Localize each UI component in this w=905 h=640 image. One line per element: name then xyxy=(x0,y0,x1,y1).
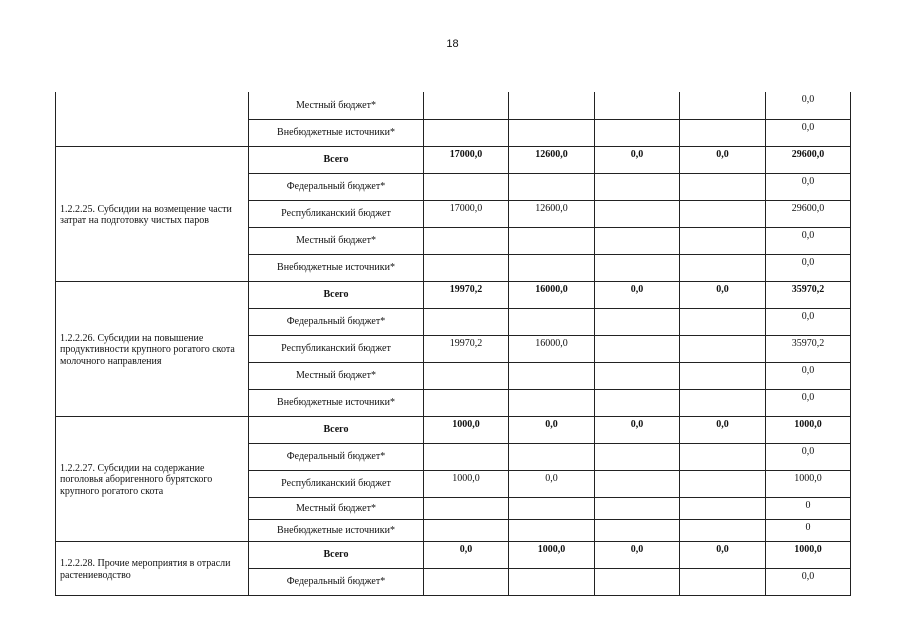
value-cell xyxy=(424,308,509,335)
value-cell: 1000,0 xyxy=(424,470,509,497)
value-cell: 17000,0 xyxy=(424,200,509,227)
value-cell: 0,0 xyxy=(595,416,680,443)
value-cell xyxy=(680,227,766,254)
table-row xyxy=(56,146,851,173)
source-cell: Внебюджетные источники* xyxy=(249,519,424,541)
value-cell xyxy=(595,173,680,200)
value-cell xyxy=(595,227,680,254)
value-cell: 0,0 xyxy=(595,541,680,568)
value-cell xyxy=(509,362,595,389)
total-cell: 0,0 xyxy=(766,443,851,470)
total-cell: 0,0 xyxy=(766,92,851,119)
source-cell: Всего xyxy=(249,541,424,568)
value-cell xyxy=(595,362,680,389)
total-cell: 0,0 xyxy=(766,308,851,335)
value-cell xyxy=(680,443,766,470)
total-cell: 29600,0 xyxy=(766,146,851,173)
value-cell xyxy=(424,568,509,595)
value-cell: 19970,2 xyxy=(424,335,509,362)
value-cell: 0,0 xyxy=(680,541,766,568)
budget-table xyxy=(55,92,851,596)
source-cell: Внебюджетные источники* xyxy=(249,389,424,416)
table-row xyxy=(56,541,851,568)
total-cell: 1000,0 xyxy=(766,470,851,497)
value-cell xyxy=(424,389,509,416)
value-cell xyxy=(595,254,680,281)
total-cell: 0,0 xyxy=(766,568,851,595)
value-cell xyxy=(424,519,509,541)
value-cell xyxy=(424,497,509,519)
source-cell: Республиканский бюджет xyxy=(249,335,424,362)
value-cell: 16000,0 xyxy=(509,281,595,308)
value-cell: 16000,0 xyxy=(509,335,595,362)
value-cell xyxy=(595,119,680,146)
total-cell: 35970,2 xyxy=(766,281,851,308)
page-number: 18 xyxy=(446,38,459,50)
value-cell xyxy=(595,200,680,227)
value-cell: 0,0 xyxy=(595,281,680,308)
value-cell xyxy=(595,389,680,416)
value-cell xyxy=(595,497,680,519)
value-cell xyxy=(680,254,766,281)
value-cell xyxy=(595,443,680,470)
source-cell: Внебюджетные источники* xyxy=(249,254,424,281)
value-cell xyxy=(424,227,509,254)
value-cell xyxy=(680,362,766,389)
value-cell xyxy=(509,308,595,335)
table-row xyxy=(56,416,851,443)
source-cell: Внебюджетные источники* xyxy=(249,119,424,146)
value-cell: 0,0 xyxy=(509,470,595,497)
value-cell xyxy=(680,119,766,146)
value-cell: 12600,0 xyxy=(509,146,595,173)
value-cell xyxy=(509,389,595,416)
value-cell: 17000,0 xyxy=(424,146,509,173)
source-cell: Всего xyxy=(249,416,424,443)
value-cell: 12600,0 xyxy=(509,200,595,227)
value-cell xyxy=(680,308,766,335)
table-row xyxy=(56,281,851,308)
source-cell: Всего xyxy=(249,146,424,173)
value-cell xyxy=(595,470,680,497)
value-cell: 19970,2 xyxy=(424,281,509,308)
value-cell xyxy=(509,254,595,281)
value-cell xyxy=(509,519,595,541)
measure-cell xyxy=(56,92,249,146)
value-cell xyxy=(509,497,595,519)
source-cell: Местный бюджет* xyxy=(249,497,424,519)
measure-cell: 1.2.2.27. Субсидии на содержание поголовья аборигенного бурятского крупного рогатого скота xyxy=(56,416,249,541)
source-cell: Местный бюджет* xyxy=(249,92,424,119)
value-cell: 0,0 xyxy=(424,541,509,568)
value-cell xyxy=(424,173,509,200)
value-cell xyxy=(680,92,766,119)
value-cell: 0,0 xyxy=(509,416,595,443)
table-row xyxy=(56,92,851,119)
value-cell xyxy=(595,92,680,119)
total-cell: 0,0 xyxy=(766,173,851,200)
total-cell: 0,0 xyxy=(766,362,851,389)
total-cell: 35970,2 xyxy=(766,335,851,362)
value-cell xyxy=(680,335,766,362)
value-cell xyxy=(680,519,766,541)
value-cell xyxy=(595,568,680,595)
total-cell: 1000,0 xyxy=(766,416,851,443)
value-cell: 0,0 xyxy=(680,281,766,308)
total-cell: 0,0 xyxy=(766,227,851,254)
value-cell xyxy=(509,92,595,119)
value-cell xyxy=(680,389,766,416)
value-cell xyxy=(509,173,595,200)
source-cell: Федеральный бюджет* xyxy=(249,568,424,595)
value-cell xyxy=(595,335,680,362)
value-cell xyxy=(680,173,766,200)
source-cell: Федеральный бюджет* xyxy=(249,173,424,200)
total-cell: 0 xyxy=(766,519,851,541)
measure-cell: 1.2.2.28. Прочие мероприятия в отрасли растениеводство xyxy=(56,541,249,595)
value-cell xyxy=(595,308,680,335)
source-cell: Местный бюджет* xyxy=(249,227,424,254)
value-cell xyxy=(595,519,680,541)
total-cell: 29600,0 xyxy=(766,200,851,227)
value-cell xyxy=(424,254,509,281)
value-cell xyxy=(509,443,595,470)
value-cell xyxy=(424,443,509,470)
value-cell xyxy=(509,227,595,254)
value-cell xyxy=(509,119,595,146)
value-cell xyxy=(509,568,595,595)
measure-cell: 1.2.2.26. Субсидии на повышение продуктивности крупного рогатого скота молочного направления xyxy=(56,281,249,416)
total-cell: 0,0 xyxy=(766,389,851,416)
value-cell xyxy=(680,497,766,519)
value-cell xyxy=(680,470,766,497)
value-cell xyxy=(424,92,509,119)
source-cell: Местный бюджет* xyxy=(249,362,424,389)
value-cell: 1000,0 xyxy=(509,541,595,568)
total-cell: 0 xyxy=(766,497,851,519)
value-cell xyxy=(424,362,509,389)
total-cell: 0,0 xyxy=(766,119,851,146)
total-cell: 1000,0 xyxy=(766,541,851,568)
value-cell: 0,0 xyxy=(680,416,766,443)
value-cell: 1000,0 xyxy=(424,416,509,443)
source-cell: Федеральный бюджет* xyxy=(249,443,424,470)
source-cell: Республиканский бюджет xyxy=(249,470,424,497)
value-cell xyxy=(424,119,509,146)
value-cell xyxy=(680,568,766,595)
value-cell: 0,0 xyxy=(680,146,766,173)
source-cell: Республиканский бюджет xyxy=(249,200,424,227)
source-cell: Всего xyxy=(249,281,424,308)
value-cell xyxy=(680,200,766,227)
value-cell: 0,0 xyxy=(595,146,680,173)
total-cell: 0,0 xyxy=(766,254,851,281)
measure-cell: 1.2.2.25. Субсидии на возмещение части затрат на подготовку чистых паров xyxy=(56,146,249,281)
source-cell: Федеральный бюджет* xyxy=(249,308,424,335)
